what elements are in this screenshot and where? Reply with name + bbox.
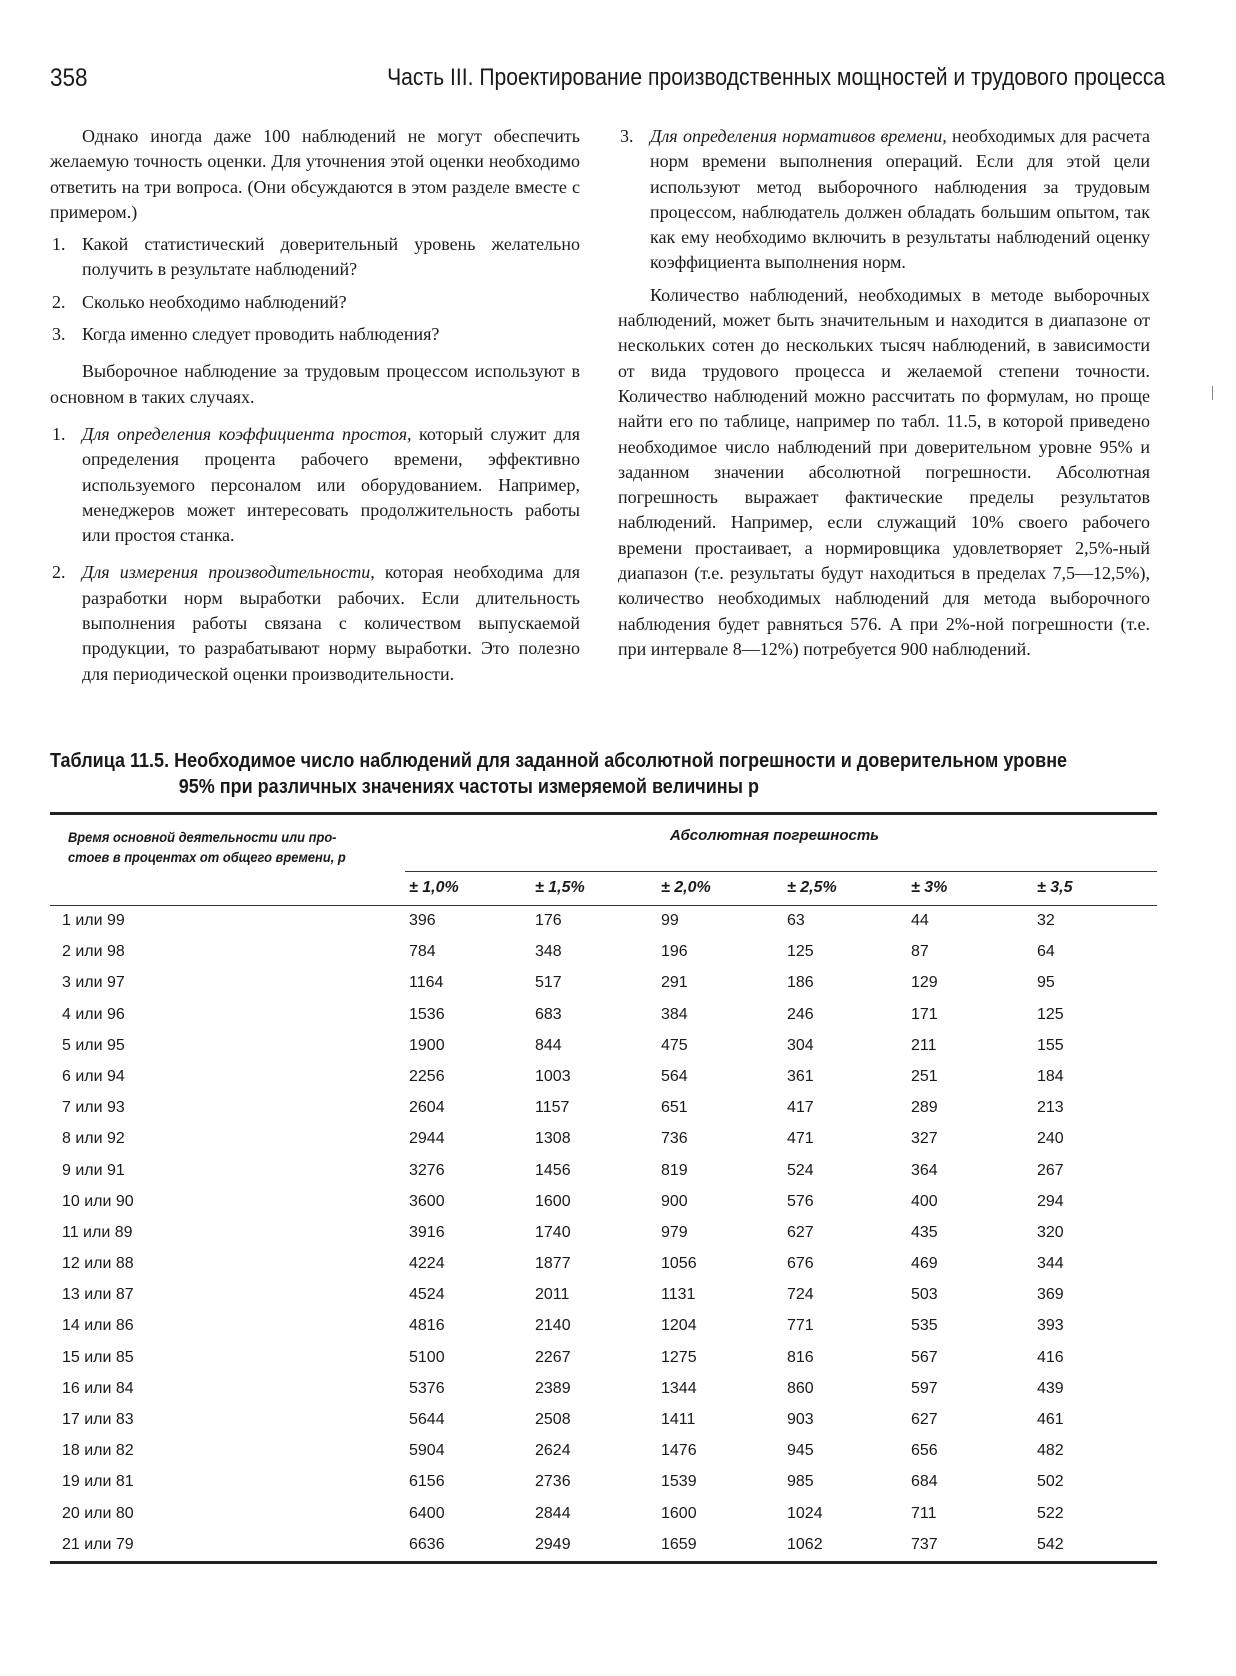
- caption-line: Таблица 11.5. Необходимое число наблюдений для заданной абсолютной погрешности и доверительном уровне: [50, 750, 1068, 772]
- table-cell: 6400: [409, 1504, 445, 1522]
- table-cell: 304: [787, 1036, 814, 1054]
- row-label: 16 или 84: [62, 1379, 134, 1397]
- table-cell: 6156: [409, 1473, 445, 1491]
- table-row: [50, 906, 1157, 937]
- case-body: необходимых для расчета норм времени выполнения операций. Если для этой цели используют метод выборочного наблюдения за трудовым процессом, наблюдатель должен обладать большим опытом, так как ему необходимо включить в результаты наблюдений оценку коэффициента выполнения норм.: [650, 126, 1150, 273]
- case-body: который служит для определения процента рабочего времени, эффективно используемого персоналом или оборудованием. Например, менеджеров может интересовать продолжительность работы или простоя станка.: [82, 423, 580, 546]
- table-row: [50, 1280, 1157, 1311]
- table-cell: 471: [787, 1130, 814, 1148]
- table-cell: 2140: [535, 1317, 571, 1335]
- right-column: [618, 124, 1150, 662]
- table-cell: 251: [911, 1067, 938, 1085]
- list-number: 2.: [52, 291, 66, 312]
- question-item: [50, 290, 580, 315]
- table-cell: 985: [787, 1473, 814, 1491]
- table-row: [50, 937, 1157, 968]
- table-caption: [50, 748, 1165, 800]
- header-right: Абсолютная погрешность: [670, 827, 880, 844]
- table-cell: 361: [787, 1067, 814, 1085]
- list-number: 1.: [52, 423, 66, 444]
- table-cell: 542: [1037, 1535, 1064, 1553]
- page-header: [50, 64, 1165, 104]
- column-header: ± 3,5: [1037, 879, 1073, 896]
- question-text: Сколько необходимо наблюдений?: [82, 291, 347, 312]
- table-cell: 171: [911, 1005, 938, 1023]
- row-label: 14 или 86: [62, 1317, 134, 1335]
- table-cell: 1600: [535, 1192, 571, 1210]
- table-cell: 1275: [661, 1348, 697, 1366]
- table-cell: 1204: [661, 1317, 697, 1335]
- row-label: 20 или 80: [62, 1504, 134, 1522]
- column-header: ± 2,5%: [787, 879, 837, 896]
- table-cell: 3600: [409, 1192, 445, 1210]
- table-cell: 99: [661, 912, 679, 929]
- table-cell: 469: [911, 1255, 938, 1273]
- row-label: 15 или 85: [62, 1348, 134, 1366]
- question-text: Когда именно следует проводить наблюдения?: [82, 324, 440, 345]
- table-row: [50, 1343, 1157, 1374]
- table-cell: 860: [787, 1379, 814, 1397]
- table-cell: 64: [1037, 943, 1055, 961]
- table-cell: 186: [787, 974, 814, 992]
- row-label: 5 или 95: [62, 1036, 125, 1054]
- table-cell: 683: [535, 1005, 562, 1023]
- table-cell: 627: [911, 1411, 938, 1428]
- table-cell: 240: [1037, 1130, 1064, 1148]
- intro-paragraph: Однако иногда даже 100 наблюдений не могут обеспечить желаемую точность оценки. Для уточнения этой оценки необходимо ответить на три вопроса. (Они обсуждаются в этом разделе вместе с примером.): [50, 126, 580, 222]
- table-row: [50, 1093, 1157, 1124]
- column-header: ± 1,5%: [535, 879, 585, 896]
- table-cell: 945: [787, 1442, 814, 1460]
- row-label: 7 или 93: [62, 1099, 125, 1117]
- table-cell: 2267: [535, 1348, 571, 1366]
- table-cell: 736: [661, 1130, 688, 1148]
- table-cell: 979: [661, 1223, 688, 1241]
- table-cell: 567: [911, 1348, 938, 1366]
- case-lead: Для определения коэффициента простоя,: [82, 423, 412, 444]
- table-cell: 2844: [535, 1504, 571, 1522]
- table-cell: 348: [535, 943, 562, 961]
- table-cell: 1056: [661, 1255, 697, 1273]
- table-cell: 5644: [409, 1411, 445, 1428]
- subheader-row: [405, 871, 1157, 905]
- case-text: [82, 422, 580, 548]
- table-row: [50, 1467, 1157, 1498]
- table-cell: 5904: [409, 1442, 445, 1460]
- table-row: [50, 1436, 1157, 1467]
- table-cell: 364: [911, 1161, 938, 1179]
- table-row: [50, 1218, 1157, 1249]
- table-cell: 711: [911, 1504, 937, 1522]
- column-header: ± 2,0%: [661, 879, 711, 896]
- table-cell: 5376: [409, 1379, 445, 1397]
- table-cell: 294: [1037, 1192, 1064, 1210]
- table-cell: 213: [1037, 1099, 1064, 1117]
- question-text: Какой статистический доверительный уровень желательно получить в результате наблюдений?: [82, 234, 580, 280]
- column-header: ± 1,0%: [409, 879, 459, 896]
- table-cell: 1308: [535, 1130, 571, 1148]
- table-cell: 32: [1037, 912, 1055, 929]
- case-item: [50, 422, 580, 548]
- table-cell: 1740: [535, 1223, 571, 1241]
- table-cell: 44: [911, 912, 929, 929]
- table-row: [50, 1124, 1157, 1155]
- table-cell: 502: [1037, 1473, 1064, 1491]
- table-cell: 155: [1037, 1036, 1064, 1054]
- table-cell: 246: [787, 1005, 814, 1023]
- table-cell: 87: [911, 943, 929, 961]
- case-lead: Для определения нормативов времени,: [650, 126, 947, 146]
- table-cell: 475: [661, 1036, 688, 1054]
- row-label: 21 или 79: [62, 1535, 134, 1553]
- table-cell: 627: [787, 1223, 814, 1241]
- table-cell: 2736: [535, 1473, 571, 1491]
- table-cell: 291: [661, 974, 688, 992]
- table-cell: 5100: [409, 1348, 445, 1366]
- case-body: которая необходима для разработки норм выработки рабочих. Если длительность выполнения работы связана с количеством выпускаемой продукции, то разрабатывают норму выработки. Это полезно для периодической оценки производительности.: [82, 562, 580, 684]
- table-cell: 1539: [661, 1473, 697, 1491]
- table-cell: 684: [911, 1473, 938, 1491]
- table-cell: 1131: [661, 1286, 696, 1304]
- row-label: 4 или 96: [62, 1005, 125, 1023]
- table-cell: 2624: [535, 1442, 571, 1460]
- table-cell: 784: [409, 943, 436, 961]
- table-header: [50, 815, 1157, 871]
- table-cell: 1024: [787, 1504, 823, 1522]
- table-cell: 417: [787, 1099, 814, 1117]
- case-lead: Для измерения производительности,: [82, 562, 375, 583]
- table-cell: 819: [661, 1161, 688, 1179]
- table-cell: 196: [661, 943, 688, 961]
- table-cell: 2604: [409, 1099, 445, 1117]
- row-label: 9 или 91: [62, 1161, 125, 1179]
- table-cell: 344: [1037, 1255, 1064, 1273]
- table-cell: 903: [787, 1411, 814, 1428]
- table-cell: 1062: [787, 1535, 823, 1553]
- row-label: 12 или 88: [62, 1255, 134, 1273]
- table-cell: 393: [1037, 1317, 1064, 1335]
- table-row: [50, 968, 1157, 999]
- table-cell: 1600: [661, 1504, 697, 1522]
- table-cell: 535: [911, 1317, 938, 1335]
- row-label: 17 или 83: [62, 1411, 134, 1428]
- table-cell: 517: [535, 974, 562, 992]
- table-cell: 4524: [409, 1286, 445, 1304]
- table-cell: 461: [1037, 1411, 1064, 1428]
- row-label: 19 или 81: [62, 1473, 134, 1491]
- table-cell: 396: [409, 912, 436, 929]
- table-row: [50, 1405, 1157, 1436]
- table-cell: 3916: [409, 1223, 445, 1241]
- table-cell: 900: [661, 1192, 688, 1210]
- table-cell: 482: [1037, 1442, 1064, 1460]
- case-item: [50, 560, 580, 686]
- table-cell: 125: [787, 943, 814, 961]
- column-header: ± 3%: [911, 879, 948, 896]
- header-left-line: стоев в процентах от общего времени, p: [68, 849, 346, 865]
- table-row: [50, 1031, 1157, 1062]
- table-cell: 435: [911, 1223, 938, 1241]
- table-cell: 63: [787, 912, 805, 929]
- row-label: 11 или 89: [62, 1223, 133, 1241]
- table-cell: 651: [661, 1099, 688, 1117]
- table-cell: 1659: [661, 1535, 697, 1553]
- table-cell: 1003: [535, 1067, 571, 1085]
- table-cell: 1900: [409, 1036, 445, 1054]
- table-cell: 2944: [409, 1130, 445, 1148]
- list-number: 3.: [52, 324, 66, 345]
- table-cell: 816: [787, 1348, 814, 1366]
- table-body: [50, 906, 1157, 1561]
- table-row: [50, 1062, 1157, 1093]
- table-cell: 416: [1037, 1348, 1064, 1366]
- table-cell: 1344: [661, 1379, 697, 1397]
- table-cell: 184: [1037, 1067, 1064, 1085]
- header-left-line: Время основной деятельности или про-: [68, 829, 337, 845]
- table-cell: 1877: [535, 1255, 571, 1273]
- row-label: 6 или 94: [62, 1067, 125, 1085]
- table-cell: 503: [911, 1286, 938, 1304]
- left-column: [50, 124, 580, 687]
- table-row: [50, 1249, 1157, 1280]
- table-bottom-rule: [50, 1561, 1157, 1564]
- table-cell: 400: [911, 1192, 938, 1210]
- row-label: 2 или 98: [62, 943, 125, 961]
- list-number: 3.: [620, 126, 634, 146]
- table-cell: 327: [911, 1130, 938, 1148]
- table-cell: 524: [787, 1161, 814, 1179]
- observations-paragraph: Количество наблюдений, необходимых в методе выборочных наблюдений, может быть значительным и находится в диапазоне от нескольких сотен до нескольких тысяч наблюдений, в зависимости от вида трудового процесса и желаемой степени точности. Количество наблюдений можно рассчитать по формулам, но проще найти его по таблице, например по табл. 11.5, в которой приведено необходимое число наблюдений при доверительном уровне 95% и заданном значении абсолютной погрешности. Абсолютная погрешность выражает фактические пределы результатов наблюдений. Например, если служащий 10% своего рабочего времени простаивает, а нормировщика удовлетворяет 2,5%-ный диапазон (т.е. результаты будут находиться в пределах 7,5—12,5%), количество необходимых наблюдений для метода выборочного наблюдения будет равняться 576. А при 2%-ной погрешности (т.е. при интервале 8—12%) потребуется 900 наблюдений.: [618, 284, 1150, 659]
- row-label: 13 или 87: [62, 1286, 134, 1304]
- table-cell: 2508: [535, 1411, 571, 1428]
- table-cell: 4816: [409, 1317, 445, 1335]
- table-cell: 844: [535, 1036, 562, 1054]
- table-row: [50, 1311, 1157, 1342]
- table-cell: 737: [911, 1535, 938, 1553]
- table-cell: 211: [911, 1036, 937, 1054]
- table-cell: 176: [535, 912, 562, 929]
- table-cell: 522: [1037, 1504, 1064, 1522]
- margin-mark: [1212, 386, 1213, 400]
- case-item: [618, 124, 1150, 276]
- table-row: [50, 1374, 1157, 1405]
- table-cell: 2389: [535, 1379, 571, 1397]
- table-cell: 1476: [661, 1442, 697, 1460]
- table-cell: 2949: [535, 1535, 571, 1553]
- table-cell: 95: [1037, 974, 1055, 992]
- table-cell: 564: [661, 1067, 688, 1085]
- question-item: [50, 232, 580, 283]
- table-row: [50, 1156, 1157, 1187]
- table-cell: 3276: [409, 1161, 445, 1179]
- table-cell: 1164: [409, 974, 444, 992]
- table-cell: 267: [1037, 1161, 1064, 1179]
- table-cell: 2256: [409, 1067, 445, 1085]
- caption-line: 95% при различных значениях частоты измеряемой величины p: [178, 776, 760, 798]
- table-cell: 1456: [535, 1161, 571, 1179]
- row-label: 8 или 92: [62, 1130, 125, 1148]
- table-cell: 1411: [661, 1411, 696, 1428]
- page-number: 358: [50, 64, 88, 92]
- table-cell: 1157: [535, 1099, 570, 1117]
- table-cell: 576: [787, 1192, 814, 1210]
- observations-table: [50, 812, 1157, 1564]
- table-cell: 676: [787, 1255, 814, 1273]
- table-row: [50, 1530, 1157, 1561]
- table-cell: 129: [911, 974, 938, 992]
- table-row: [50, 1499, 1157, 1530]
- row-label: 1 или 99: [62, 912, 125, 929]
- table-cell: 4224: [409, 1255, 445, 1273]
- table-cell: 289: [911, 1099, 938, 1117]
- row-label: 3 или 97: [62, 974, 125, 992]
- table-cell: 2011: [535, 1286, 570, 1304]
- header-left: [68, 827, 399, 867]
- list-number: 2.: [52, 562, 66, 583]
- table-cell: 384: [661, 1005, 688, 1023]
- table-cell: 597: [911, 1379, 938, 1397]
- table-cell: 369: [1037, 1286, 1064, 1304]
- running-head: Часть III. Проектирование производственных мощностей и трудового процесса: [386, 64, 1165, 91]
- case-text: [650, 124, 1150, 276]
- table-cell: 125: [1037, 1005, 1064, 1023]
- table-cell: 656: [911, 1442, 938, 1460]
- table-cell: 724: [787, 1286, 814, 1304]
- table-cell: 1536: [409, 1005, 445, 1023]
- row-label: 10 или 90: [62, 1192, 134, 1210]
- table-row: [50, 1000, 1157, 1031]
- table-cell: 6636: [409, 1535, 445, 1553]
- table-row: [50, 1187, 1157, 1218]
- cases-intro-paragraph: Выборочное наблюдение за трудовым процессом используют в основном в таких случаях.: [50, 361, 580, 407]
- table-cell: 771: [787, 1317, 814, 1335]
- question-item: [50, 322, 580, 347]
- row-label: 18 или 82: [62, 1442, 134, 1460]
- table-cell: 320: [1037, 1223, 1064, 1241]
- table-cell: 439: [1037, 1379, 1064, 1397]
- list-number: 1.: [52, 234, 66, 255]
- case-text: [82, 560, 580, 686]
